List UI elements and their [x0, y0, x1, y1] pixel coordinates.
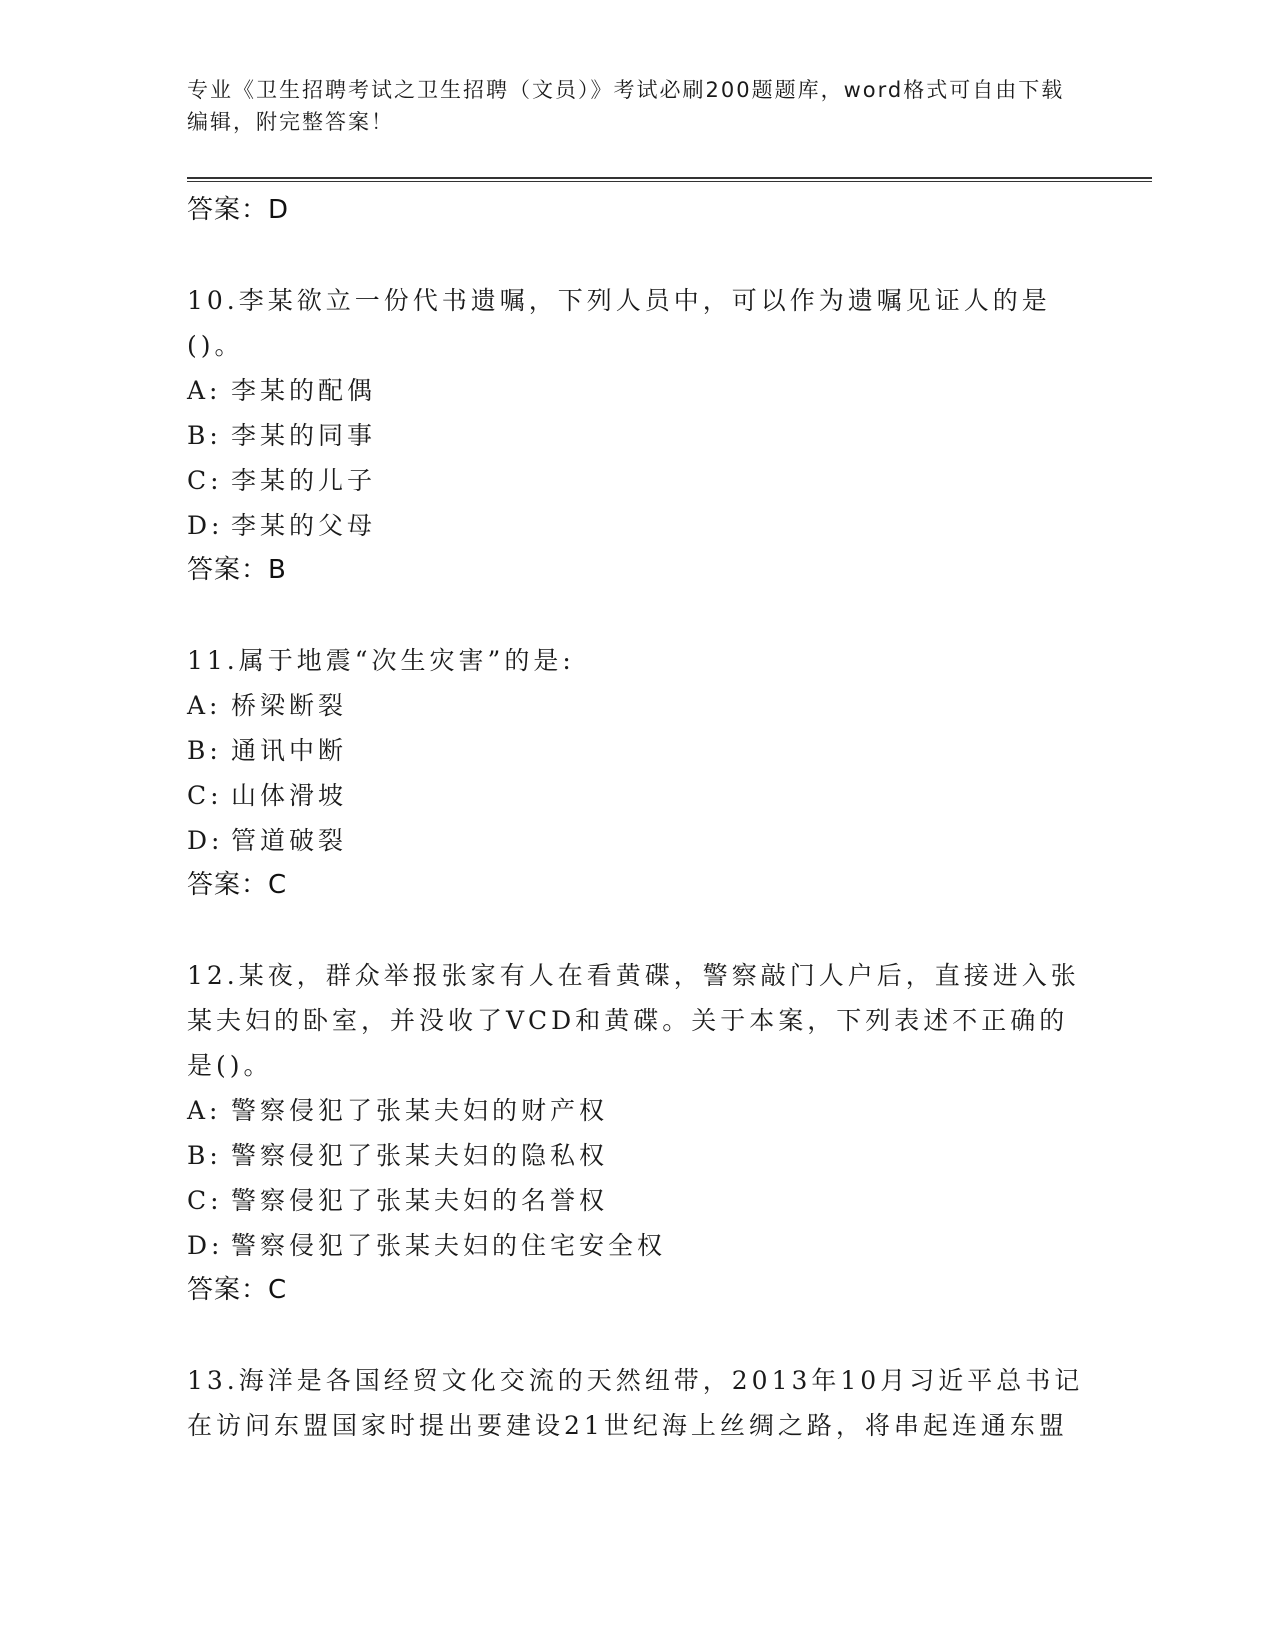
spacer — [187, 593, 1087, 638]
document-header: 专业《卫生招聘考试之卫生招聘（文员）》考试必刷200题题库，word格式可自由下载编辑，附完整答案！ — [187, 78, 1065, 134]
option-a: A: 李某的配偶 — [187, 376, 377, 405]
option-c: C: 山体滑坡 — [187, 781, 348, 810]
option-b: B: 警察侵犯了张某夫妇的隐私权 — [187, 1141, 609, 1170]
answer-line: 答案：C — [187, 870, 288, 900]
option-d: D: 管道破裂 — [187, 826, 348, 855]
header-divider-thick — [187, 177, 1152, 179]
spacer — [187, 233, 1087, 278]
answer-line: 答案：B — [187, 555, 287, 585]
question-text: 12.某夜，群众举报张家有人在看黄碟，警察敲门人户后，直接进入张某夫妇的卧室，并没收了VCD和黄碟。关于本案，下列表述不正确的是()。 — [187, 961, 1080, 1080]
question-block — [187, 638, 1087, 908]
answer-line: 答案：D — [187, 195, 290, 225]
question-block — [187, 1358, 1087, 1448]
option-d: D: 警察侵犯了张某夫妇的住宅安全权 — [187, 1231, 667, 1260]
question-block — [187, 953, 1087, 1313]
spacer — [187, 1313, 1087, 1358]
question-block — [187, 278, 1087, 593]
question-text: 10.李某欲立一份代书遗嘱，下列人员中，可以作为遗嘱见证人的是()。 — [187, 286, 1051, 360]
option-a: A: 警察侵犯了张某夫妇的财产权 — [187, 1096, 609, 1125]
option-b: B: 通讯中断 — [187, 736, 348, 765]
question-list — [187, 188, 1087, 1448]
question-text: 13.海洋是各国经贸文化交流的天然纽带，2013年10月习近平总书记在访问东盟国家时提出要建设21世纪海上丝绸之路，将串起连通东盟 — [187, 1366, 1084, 1440]
option-a: A: 桥梁断裂 — [187, 691, 348, 720]
option-b: B: 李某的同事 — [187, 421, 377, 450]
option-c: C: 李某的儿子 — [187, 466, 377, 495]
question-text: 11.属于地震“次生灾害”的是: — [187, 646, 575, 675]
header-divider-thin — [187, 181, 1152, 182]
option-c: C: 警察侵犯了张某夫妇的名誉权 — [187, 1186, 609, 1215]
option-d: D: 李某的父母 — [187, 511, 377, 540]
answer-line: 答案：C — [187, 1275, 288, 1305]
spacer — [187, 908, 1087, 953]
